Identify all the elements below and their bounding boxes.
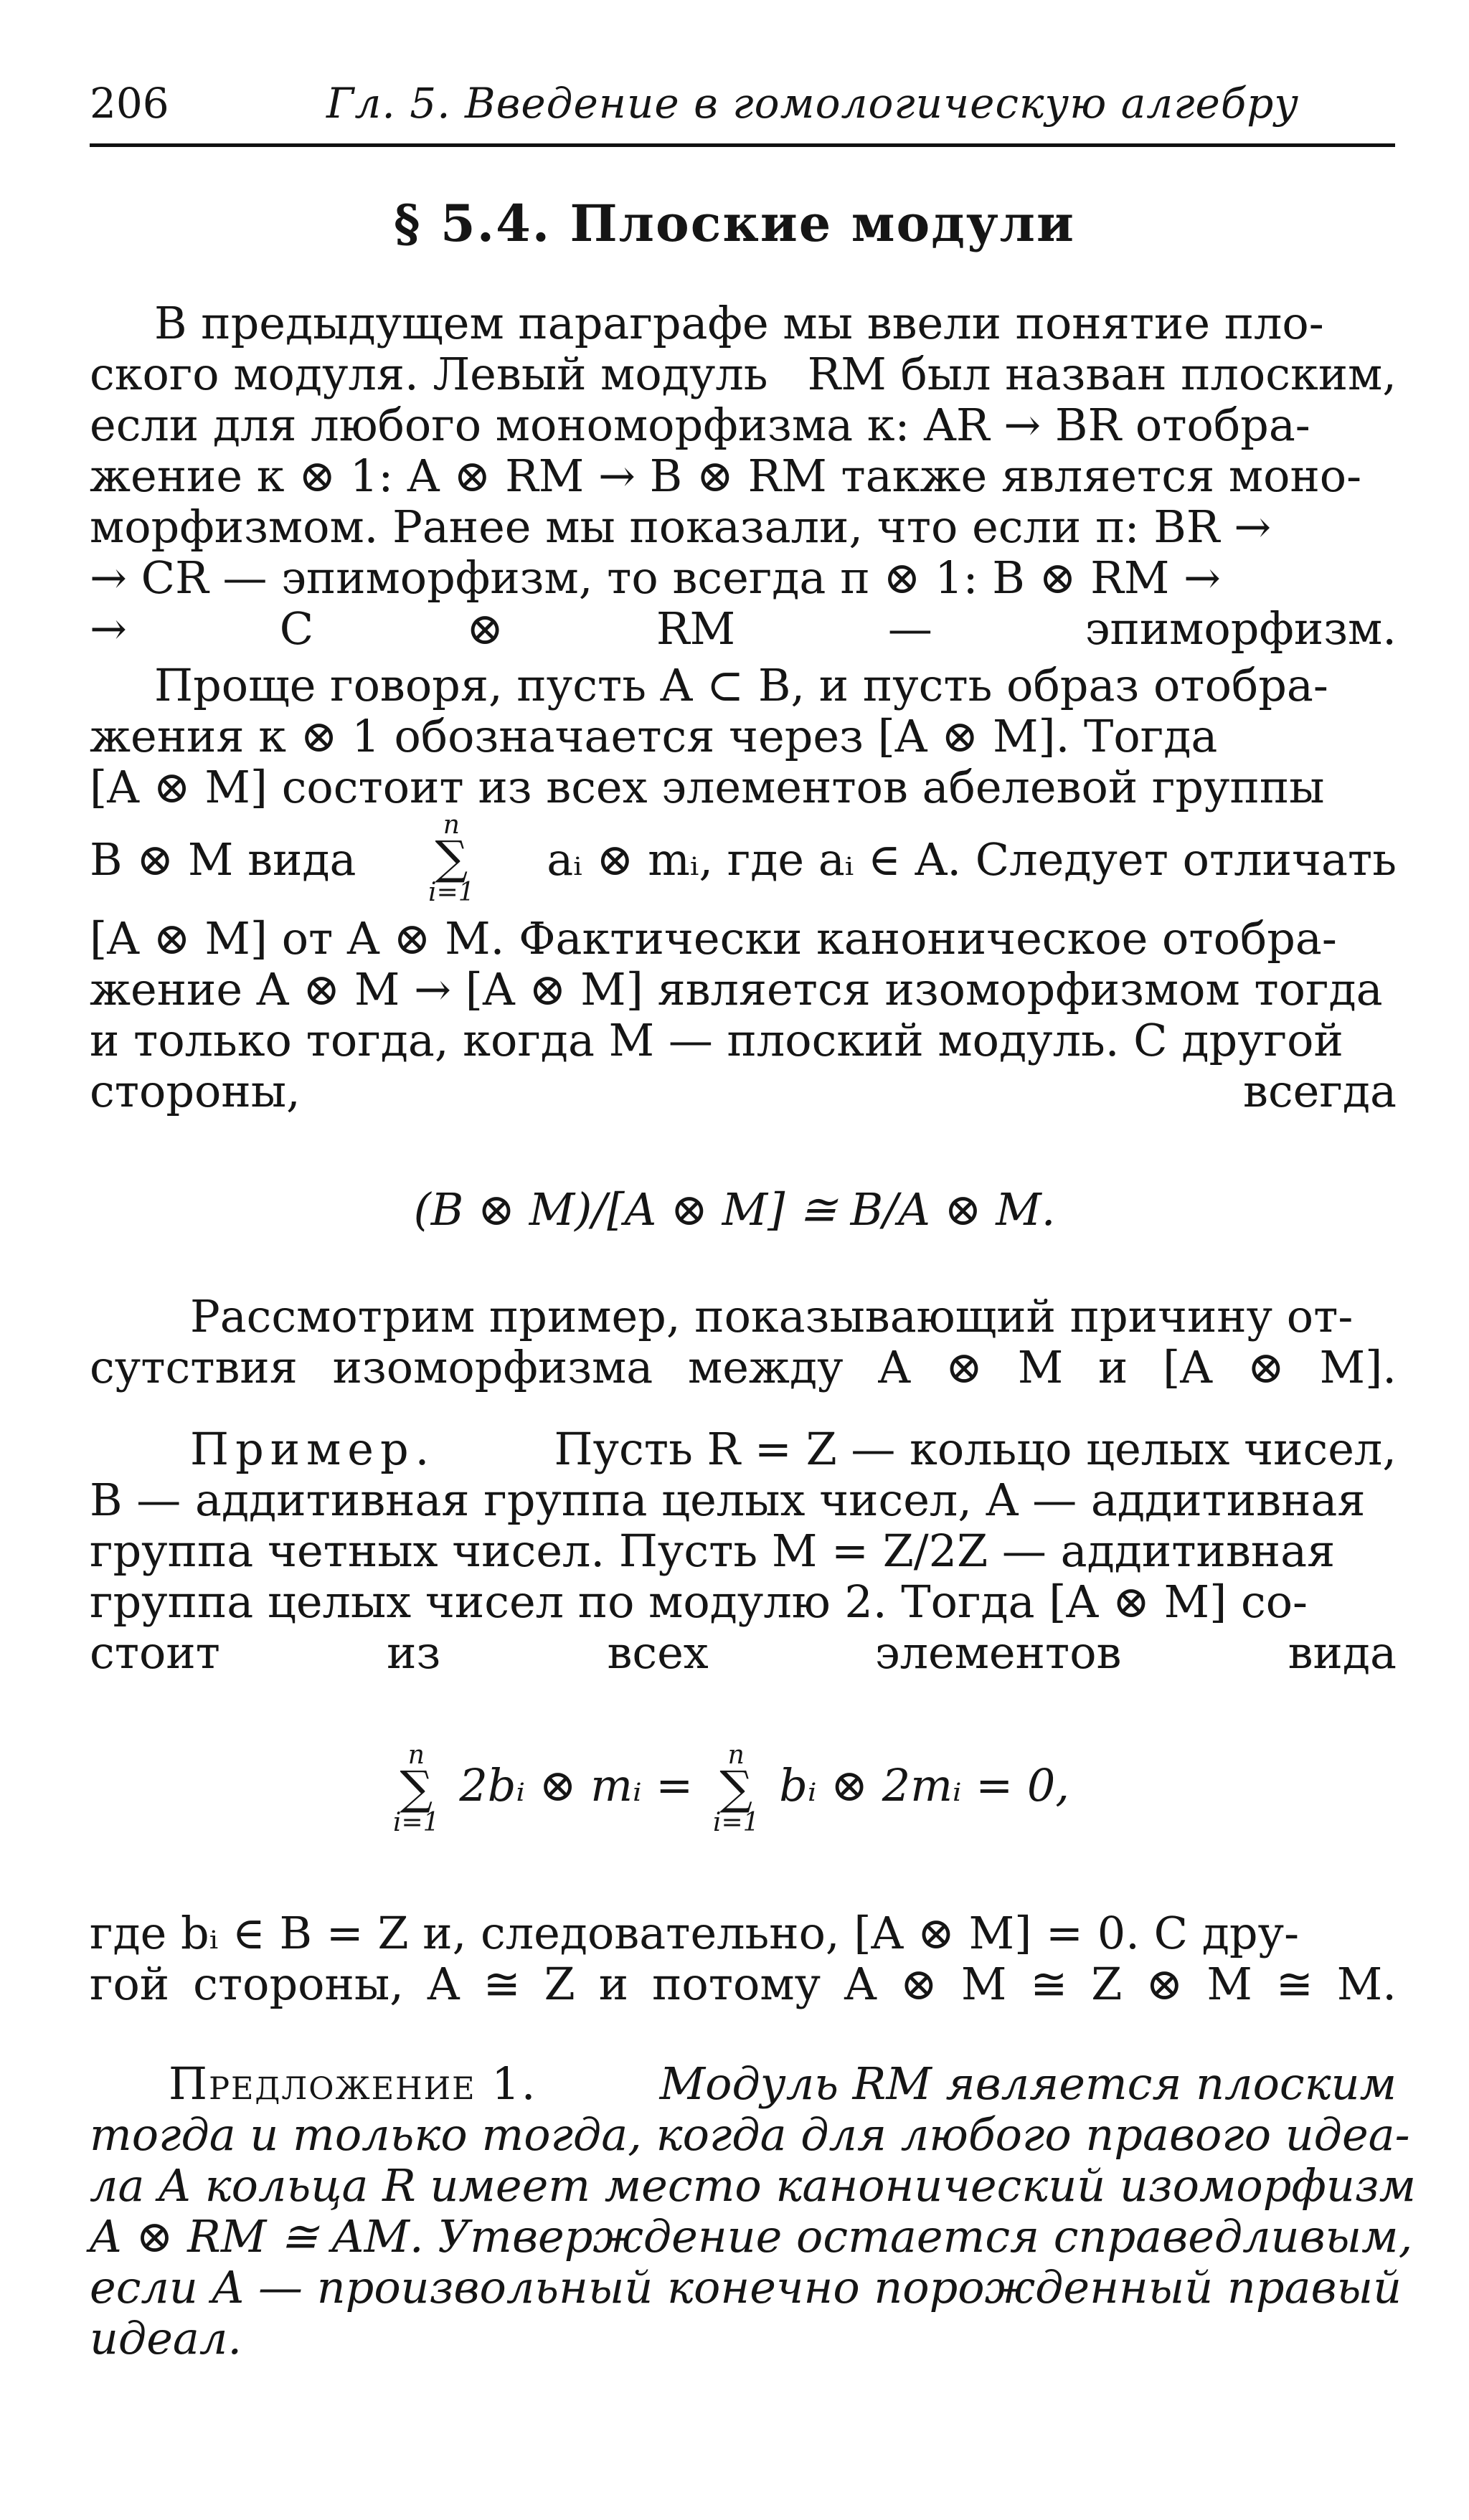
sum-term-1: 2bᵢ ⊗ mᵢ = — [459, 1758, 694, 1811]
text-line: → CR — эпиморфизм, то всегда π ⊗ 1: B ⊗ RM → — [90, 551, 1222, 604]
text-line: жение A ⊗ M → [A ⊗ M] является изоморфизмом тогда — [90, 963, 1383, 1015]
text-line: стоит из всех элементов вида — [90, 1626, 1397, 1679]
text-line: → C ⊗ RM — эпиморфизм. — [90, 602, 1397, 655]
example-label: Пример. — [190, 1423, 436, 1475]
text-line: сутствия изоморфизма между A ⊗ M и [A ⊗ M]. — [90, 1341, 1397, 1393]
text-line: [A ⊗ M] от A ⊗ M. Фактически каноническое отобра- — [90, 912, 1337, 965]
text-line: группа четных чисел. Пусть M = Z/2Z — аддитивная — [90, 1525, 1336, 1577]
summation-symbol: n ∑ i=1 — [712, 1740, 760, 1837]
text-line: B — аддитивная группа целых чисел, A — аддитивная — [90, 1474, 1366, 1526]
text-line: если для любого мономорфизма κ: AR → BR отобра- — [90, 399, 1310, 451]
sum-term-2: bᵢ ⊗ 2mᵢ = 0, — [779, 1758, 1070, 1811]
text-line: Пример. Пусть R = Z — кольцо целых чисел, — [190, 1423, 1397, 1475]
text-line: Проще говоря, пусть A ⊂ B, и пусть образ отобра- — [154, 659, 1328, 711]
text-line: ла A кольца R имеет место канонический изоморфизм — [90, 2159, 1417, 2212]
running-header — [90, 79, 1395, 136]
text-line: стороны, всегда — [90, 1065, 1397, 1117]
text-line: морфизмом. Ранее мы показали, что если π: BR → — [90, 501, 1272, 553]
running-title: Гл. 5. Введение в гомологическую алгебру — [326, 79, 1300, 128]
text-line-with-sum: B ⊗ M вида n ∑ i=1 aᵢ ⊗ mᵢ, где aᵢ ∈ A. Следует отличать — [90, 810, 1397, 907]
sigma-sign: ∑ — [435, 832, 468, 886]
text-line: [A ⊗ M] состоит из всех элементов абелевой группы — [90, 761, 1325, 813]
text-line: жение κ ⊗ 1: A ⊗ RM → B ⊗ RM также является моно- — [90, 450, 1362, 502]
proposition-label: Предложение 1. — [169, 2057, 537, 2110]
text-line: и только тогда, когда M — плоский модуль. С другой — [90, 1014, 1343, 1066]
proposition-1 — [90, 2057, 1417, 2364]
display-formula-quotient: (B ⊗ M)/[A ⊗ M] ≅ B/A ⊗ M. — [413, 1183, 1056, 1236]
paragraph-flat-modules-definition — [90, 298, 1397, 654]
section-title: § 5.4. Плоские модули — [394, 194, 1075, 253]
text-line: идеал. — [90, 2312, 242, 2364]
text-line: гой стороны, A ≅ Z и потому A ⊗ M ≅ Z ⊗ M ≅ M. — [90, 1958, 1397, 2010]
sum-upper-limit: n — [443, 810, 460, 840]
header-rule — [90, 143, 1395, 147]
text-line: Предложение 1. Модуль RM является плоским — [169, 2057, 1397, 2110]
summation-symbol: n ∑ i=1 — [393, 1740, 440, 1837]
summation-symbol — [428, 810, 475, 907]
text-line: Рассмотрим пример, показывающий причину от- — [190, 1290, 1354, 1342]
paragraph-example-intro — [90, 1291, 1397, 1393]
text-line: группа целых чисел по модулю 2. Тогда [A ⊗ M] со- — [90, 1576, 1308, 1628]
text-line: жения κ ⊗ 1 обозначается через [A ⊗ M]. Тогда — [90, 710, 1218, 762]
display-formula-sum — [387, 1740, 1176, 1837]
text-line: тогда и только тогда, когда для любого правого идеа- — [90, 2108, 1410, 2161]
sum-lower-limit: i=1 — [428, 877, 475, 907]
text-line: если A — произвольный конечно порожденный правый — [90, 2261, 1402, 2313]
paragraph-example-conclusion — [90, 1908, 1397, 2009]
text-line: где bᵢ ∈ B = Z и, следовательно, [A ⊗ M] = 0. С дру- — [90, 1907, 1300, 1959]
paragraph-image-notation — [90, 660, 1397, 1117]
text-line: A ⊗ RM ≅ AM. Утверждение остается справедливым, — [90, 2210, 1413, 2263]
text-line: ского модуля. Левый модуль RM был назван плоским, — [90, 348, 1397, 400]
text-line: В предыдущем параграфе мы ввели понятие пло- — [154, 297, 1324, 349]
page-number: 206 — [90, 79, 169, 128]
paragraph-example — [90, 1424, 1397, 1678]
